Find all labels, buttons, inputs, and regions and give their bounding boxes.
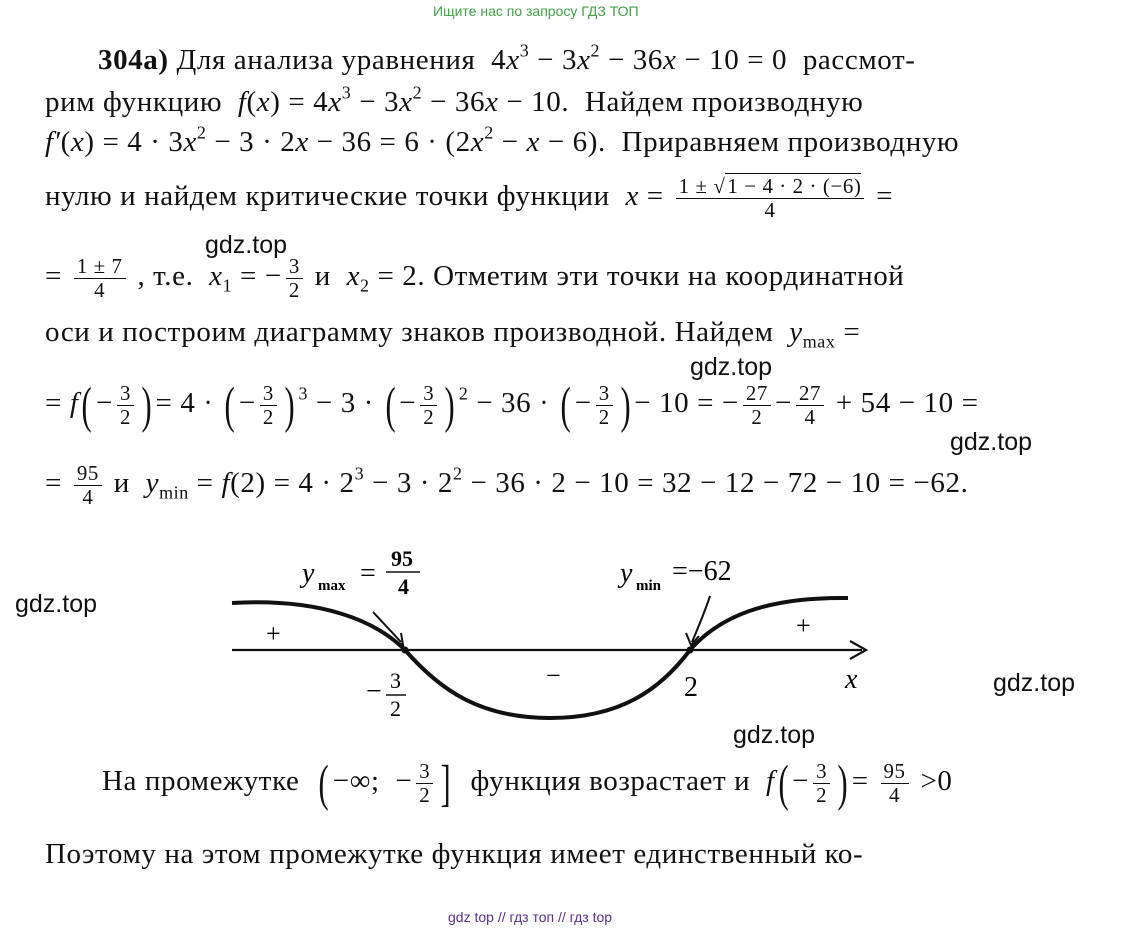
axis-label-x: x	[845, 664, 858, 695]
header-link[interactable]: Ищите нас по запросу ГДЗ ТОП	[433, 3, 639, 19]
derivative: $f'(x) = 4 \cdot 3x^2 - 3 \cdot 2x - 36 = 6 \cdot (2x^2 - x - 6)$.	[45, 122, 614, 158]
line2-start: рим функцию	[45, 86, 223, 118]
line6-text: оси и построим диаграмму знаков производной. Найдем	[45, 316, 774, 348]
roots-fraction: $\frac{1 \pm 7}{4}$	[74, 255, 126, 302]
watermark: gdz.top	[733, 721, 816, 749]
watermark: gdz.top	[15, 590, 98, 618]
line8-and: и	[113, 467, 130, 500]
text-line-8: = $\frac{95}{4}$ и $y_{min} = f(2) = 4 \cdot 2^3 - 3 \cdot 2^2 - 36 \cdot 2 - 10 = 32 - 12 - 72 - 10 = -62$.	[45, 461, 969, 509]
roots-formula: x = $\frac{1 \pm √1 - 4 \cdot 2 \cdot (-6)}{4}$ =	[625, 174, 894, 222]
sign-plus-right: +	[796, 611, 811, 640]
ymax-eq: =	[360, 558, 376, 589]
line2-end: Найдем производную	[584, 86, 864, 118]
tick-left-sign: −	[366, 676, 382, 707]
conclusion-mid: функция возрастает и	[470, 765, 751, 798]
ymax-sub: max	[318, 578, 346, 594]
equation: $4x^3 - 3x^2 - 36x - 10 = 0$	[483, 40, 795, 76]
text-line-5: = $\frac{1 \pm 7}{4}$ , т.е. $x_1$ = − $\frac{3}{2}$ и $x_2 = 2$. Отметим эти точки на координатной	[45, 254, 905, 302]
ymax-num: 95	[391, 546, 413, 571]
conclusion-end: >0	[920, 765, 953, 798]
line5-end: Отметим эти точки на координатной	[433, 260, 905, 293]
tick-left-den: 2	[390, 696, 401, 721]
problem-number: 304а)	[98, 44, 169, 76]
line4-text: нулю и найдем критические точки функции	[45, 180, 610, 213]
ymax-den: 4	[398, 574, 409, 599]
conclusion-start: На промежутке	[102, 765, 300, 798]
line1-end: рассмот-	[802, 44, 916, 76]
ymax-label: y	[302, 558, 315, 589]
watermark: gdz.top	[993, 669, 1076, 697]
sign-plus-left: +	[266, 619, 281, 648]
line1-text: Для анализа уравнения	[176, 44, 476, 76]
ymin-value: =−62	[672, 556, 732, 587]
tick-right: 2	[684, 672, 698, 703]
text-line-7: = f( − $\frac{3}{2}$ ) = 4 · ( − $\frac{3}{2}$ ) $^3$ − 3 · ( − $\frac{3}{2}$ ) $^2$ − 36 · ( − $\frac{3}{2}$ ) − 10 = − $\frac{27}{2}$ − $\frac{27}{4}$ + 54 − 10 =	[45, 377, 979, 433]
footer-links[interactable]: gdz top // гдз топ // гдз top	[448, 909, 613, 925]
text-line-6: оси и построим диаграмму знаков производной. Найдем $y_{max}$ =	[45, 316, 861, 352]
function-curve	[232, 598, 848, 718]
point-x1	[402, 647, 409, 654]
conclusion-line-1: На промежутке ( −∞; − $\frac{3}{2}$ ] функция возрастает и f( − $\frac{3}{2}$ ) = $\frac{95}{4}$ >0	[102, 755, 953, 811]
point-x2	[687, 647, 694, 654]
conclusion-line-2: Поэтому на этом промежутке функция имеет единственный ко-	[45, 838, 864, 870]
function-def: $f(x) = 4x^3 - 3x^2 - 36x - 10$.	[237, 82, 578, 118]
watermark: gdz.top	[690, 353, 773, 381]
line3-end: Приравняем производную	[621, 126, 960, 158]
watermark: gdz.top	[205, 231, 288, 259]
ymin-label: y	[620, 558, 633, 589]
line5-and: и	[314, 260, 331, 293]
tick-left-num: 3	[390, 668, 401, 693]
line5-mid: , т.е.	[137, 260, 194, 293]
sign-minus-mid: −	[546, 661, 561, 690]
ymin-sub: min	[636, 578, 662, 594]
watermark: gdz.top	[950, 428, 1033, 456]
